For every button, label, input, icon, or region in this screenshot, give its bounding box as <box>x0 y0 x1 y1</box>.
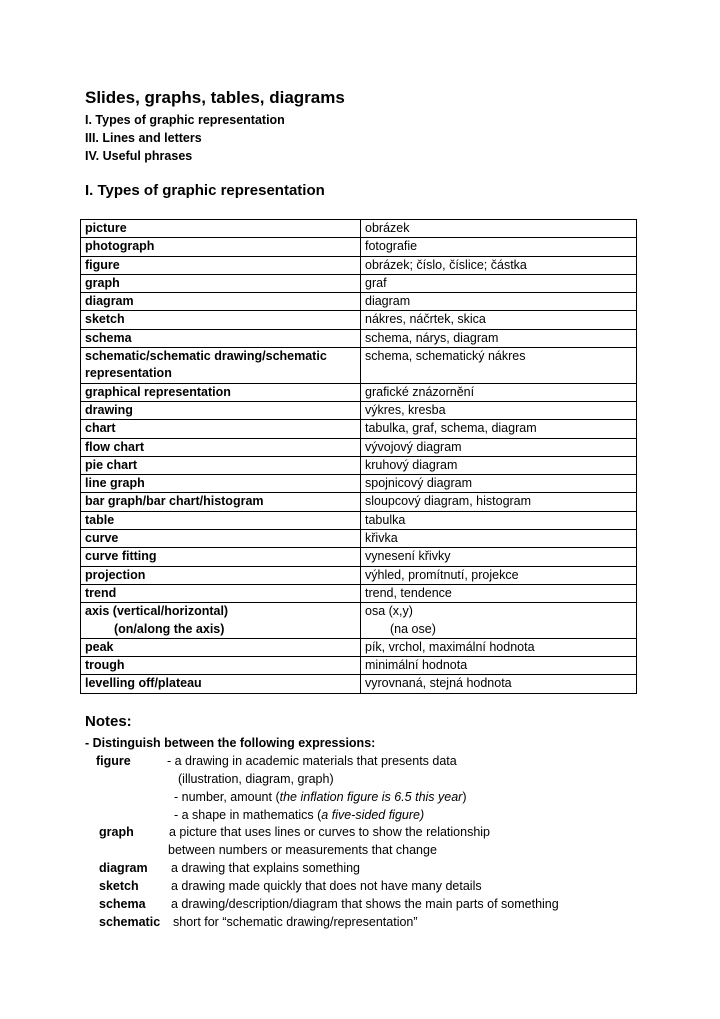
czech-translation: schema, schematický nákres <box>365 349 526 364</box>
note-figure-cont <box>85 807 685 825</box>
table-row <box>81 383 637 401</box>
czech-translation: fotografie <box>365 239 418 254</box>
english-term-cell <box>81 401 361 419</box>
english-term-cell <box>81 657 361 675</box>
czech-translation-cell <box>361 238 637 256</box>
note-definition: a picture that uses lines or curves to show the relationship <box>169 825 491 840</box>
english-term-cell <box>81 220 361 238</box>
english-term: schema <box>85 330 132 345</box>
note-schema <box>85 896 685 914</box>
english-term: peak <box>85 639 114 654</box>
english-term: flow chart <box>85 439 145 454</box>
english-term: table <box>85 512 115 527</box>
czech-translation-cell <box>361 566 637 584</box>
table-row <box>81 401 637 419</box>
table-row <box>81 566 637 584</box>
czech-translation-cell <box>361 456 637 474</box>
czech-translation: nákres, náčrtek, skica <box>365 312 486 327</box>
note-definition: (illustration, diagram, graph) <box>178 771 334 786</box>
note-term: schematic <box>99 914 161 929</box>
note-example: a five-sided figure) <box>321 807 425 822</box>
english-term: diagram <box>85 294 134 309</box>
czech-translation: osa (x,y) <box>365 604 413 619</box>
czech-translation: diagram <box>365 294 411 309</box>
czech-translation-cell <box>361 511 637 529</box>
note-figure-cont <box>85 789 685 807</box>
table-row <box>81 530 637 548</box>
table-row <box>81 348 637 384</box>
table-row <box>81 238 637 256</box>
toc-item: IV. Useful phrases <box>85 149 193 163</box>
english-term: axis (vertical/horizontal) <box>85 604 229 619</box>
czech-translation-cell <box>361 438 637 456</box>
czech-translation-cell <box>361 401 637 419</box>
czech-translation-cell <box>361 256 637 274</box>
english-term: chart <box>85 421 116 436</box>
note-graph-cont <box>85 842 685 860</box>
czech-translation: křivka <box>365 531 398 546</box>
czech-translation-cell <box>361 383 637 401</box>
toc-item: I. Types of graphic representation <box>85 113 285 127</box>
english-term-cell <box>81 438 361 456</box>
note-sketch <box>85 878 685 896</box>
czech-translation: minimální hodnota <box>365 658 468 673</box>
table-row <box>81 438 637 456</box>
czech-translation-cell <box>361 657 637 675</box>
english-term-cell <box>81 383 361 401</box>
page-title: Slides, graphs, tables, diagrams <box>85 88 345 107</box>
english-term: picture <box>85 221 127 235</box>
english-term-cell <box>81 511 361 529</box>
note-diagram <box>85 860 685 878</box>
english-term: pie chart <box>85 457 138 472</box>
table-row <box>81 456 637 474</box>
english-term: levelling off/plateau <box>85 676 202 691</box>
english-term-sub: (on/along the axis) <box>114 621 225 636</box>
note-definition: a drawing that explains something <box>171 861 361 876</box>
english-term: trough <box>85 658 125 673</box>
vocabulary-table <box>80 219 637 694</box>
czech-translation-cell <box>361 475 637 493</box>
note-definition <box>174 789 467 807</box>
czech-translation: tabulka, graf, schema, diagram <box>365 421 537 436</box>
english-term-cell <box>81 293 361 311</box>
note-term: diagram <box>99 861 148 876</box>
note-definition: a drawing made quickly that does not have many details <box>171 879 482 894</box>
czech-translation-sub: (na ose) <box>390 621 436 636</box>
english-term: photograph <box>85 239 155 254</box>
table-row <box>81 603 637 639</box>
english-term-cell <box>81 548 361 566</box>
notes-section <box>85 735 685 932</box>
table-row <box>81 293 637 311</box>
english-term-cell <box>81 603 361 639</box>
table-row <box>81 675 637 693</box>
note-figure <box>85 753 685 771</box>
czech-translation-cell <box>361 548 637 566</box>
english-term: curve <box>85 531 119 546</box>
english-term-cell <box>81 675 361 693</box>
note-term: graph <box>99 825 134 840</box>
table-row <box>81 220 637 238</box>
czech-translation: trend, tendence <box>365 585 452 600</box>
toc-item: III. Lines and letters <box>85 131 202 145</box>
notes-title: Notes: <box>85 713 132 730</box>
table-row <box>81 584 637 602</box>
note-figure-cont <box>85 771 685 789</box>
english-term: projection <box>85 567 146 582</box>
table-row <box>81 311 637 329</box>
czech-translation: kruhový diagram <box>365 457 458 472</box>
czech-translation-cell <box>361 293 637 311</box>
czech-translation-cell <box>361 493 637 511</box>
english-term: schematic/schematic drawing/schematic representation <box>85 349 327 381</box>
english-term-cell <box>81 493 361 511</box>
note-definition: a drawing/description/diagram that shows the main parts of something <box>171 897 559 912</box>
czech-translation-cell <box>361 329 637 347</box>
note-definition <box>174 807 424 825</box>
czech-translation: výhled, promítnutí, projekce <box>365 567 519 582</box>
section-title: I. Types of graphic representation <box>85 182 325 199</box>
english-term: line graph <box>85 476 145 491</box>
english-term-cell <box>81 456 361 474</box>
czech-translation: sloupcový diagram, histogram <box>365 494 532 509</box>
note-term: figure <box>96 753 131 768</box>
english-term: sketch <box>85 312 125 327</box>
czech-translation: schema, nárys, diagram <box>365 330 499 345</box>
table-row <box>81 256 637 274</box>
czech-translation-cell <box>361 311 637 329</box>
note-example: the inflation figure is 6.5 this year <box>279 789 463 804</box>
english-term: bar graph/bar chart/histogram <box>85 494 264 509</box>
note-text: - number, amount ( <box>174 789 280 804</box>
czech-translation: vývojový diagram <box>365 439 462 454</box>
note-text: ) <box>462 789 467 804</box>
czech-translation-cell <box>361 274 637 292</box>
note-text: - a shape in mathematics ( <box>174 807 322 822</box>
czech-translation-cell <box>361 220 637 238</box>
english-term-cell <box>81 329 361 347</box>
english-term: graphical representation <box>85 384 231 399</box>
english-term-cell <box>81 274 361 292</box>
note-definition: short for “schematic drawing/representation” <box>173 914 418 929</box>
table-row <box>81 638 637 656</box>
table-row <box>81 420 637 438</box>
czech-translation-cell <box>361 638 637 656</box>
table-row <box>81 548 637 566</box>
czech-translation-cell <box>361 584 637 602</box>
english-term-cell <box>81 638 361 656</box>
note-term: schema <box>99 897 146 912</box>
english-term-cell <box>81 475 361 493</box>
czech-translation-cell <box>361 420 637 438</box>
english-term-cell <box>81 530 361 548</box>
czech-translation: výkres, kresba <box>365 402 446 417</box>
note-term: sketch <box>99 879 139 894</box>
table-of-contents <box>85 111 285 165</box>
table-row <box>81 493 637 511</box>
czech-translation-cell <box>361 348 637 384</box>
english-term-cell <box>81 348 361 384</box>
english-term-cell <box>81 566 361 584</box>
english-term: curve fitting <box>85 549 157 564</box>
czech-translation-cell <box>361 675 637 693</box>
note-schematic <box>85 914 685 932</box>
english-term: figure <box>85 257 120 272</box>
table-row <box>81 329 637 347</box>
english-term-cell <box>81 420 361 438</box>
note-definition: between numbers or measurements that change <box>168 843 437 858</box>
czech-translation-cell <box>361 603 637 639</box>
czech-translation: tabulka <box>365 512 406 527</box>
czech-translation: pík, vrchol, maximální hodnota <box>365 639 535 654</box>
notes-intro: - Distinguish between the following expressions: <box>85 736 376 750</box>
table-row <box>81 511 637 529</box>
czech-translation: vynesení křivky <box>365 549 451 564</box>
english-term: graph <box>85 275 120 290</box>
czech-translation: obrázek <box>365 221 410 235</box>
english-term-cell <box>81 311 361 329</box>
czech-translation: vyrovnaná, stejná hodnota <box>365 676 512 691</box>
english-term-cell <box>81 256 361 274</box>
czech-translation-cell <box>361 530 637 548</box>
english-term-cell <box>81 238 361 256</box>
table-row <box>81 657 637 675</box>
note-graph <box>85 824 685 842</box>
vocabulary-table-body <box>81 220 637 694</box>
english-term: trend <box>85 585 117 600</box>
english-term: drawing <box>85 402 133 417</box>
czech-translation: grafické znázornění <box>365 384 475 399</box>
czech-translation: obrázek; číslo, číslice; částka <box>365 257 527 272</box>
czech-translation: spojnicový diagram <box>365 476 472 491</box>
table-row <box>81 475 637 493</box>
czech-translation: graf <box>365 275 387 290</box>
table-row <box>81 274 637 292</box>
note-definition: - a drawing in academic materials that presents data <box>167 753 457 768</box>
english-term-cell <box>81 584 361 602</box>
